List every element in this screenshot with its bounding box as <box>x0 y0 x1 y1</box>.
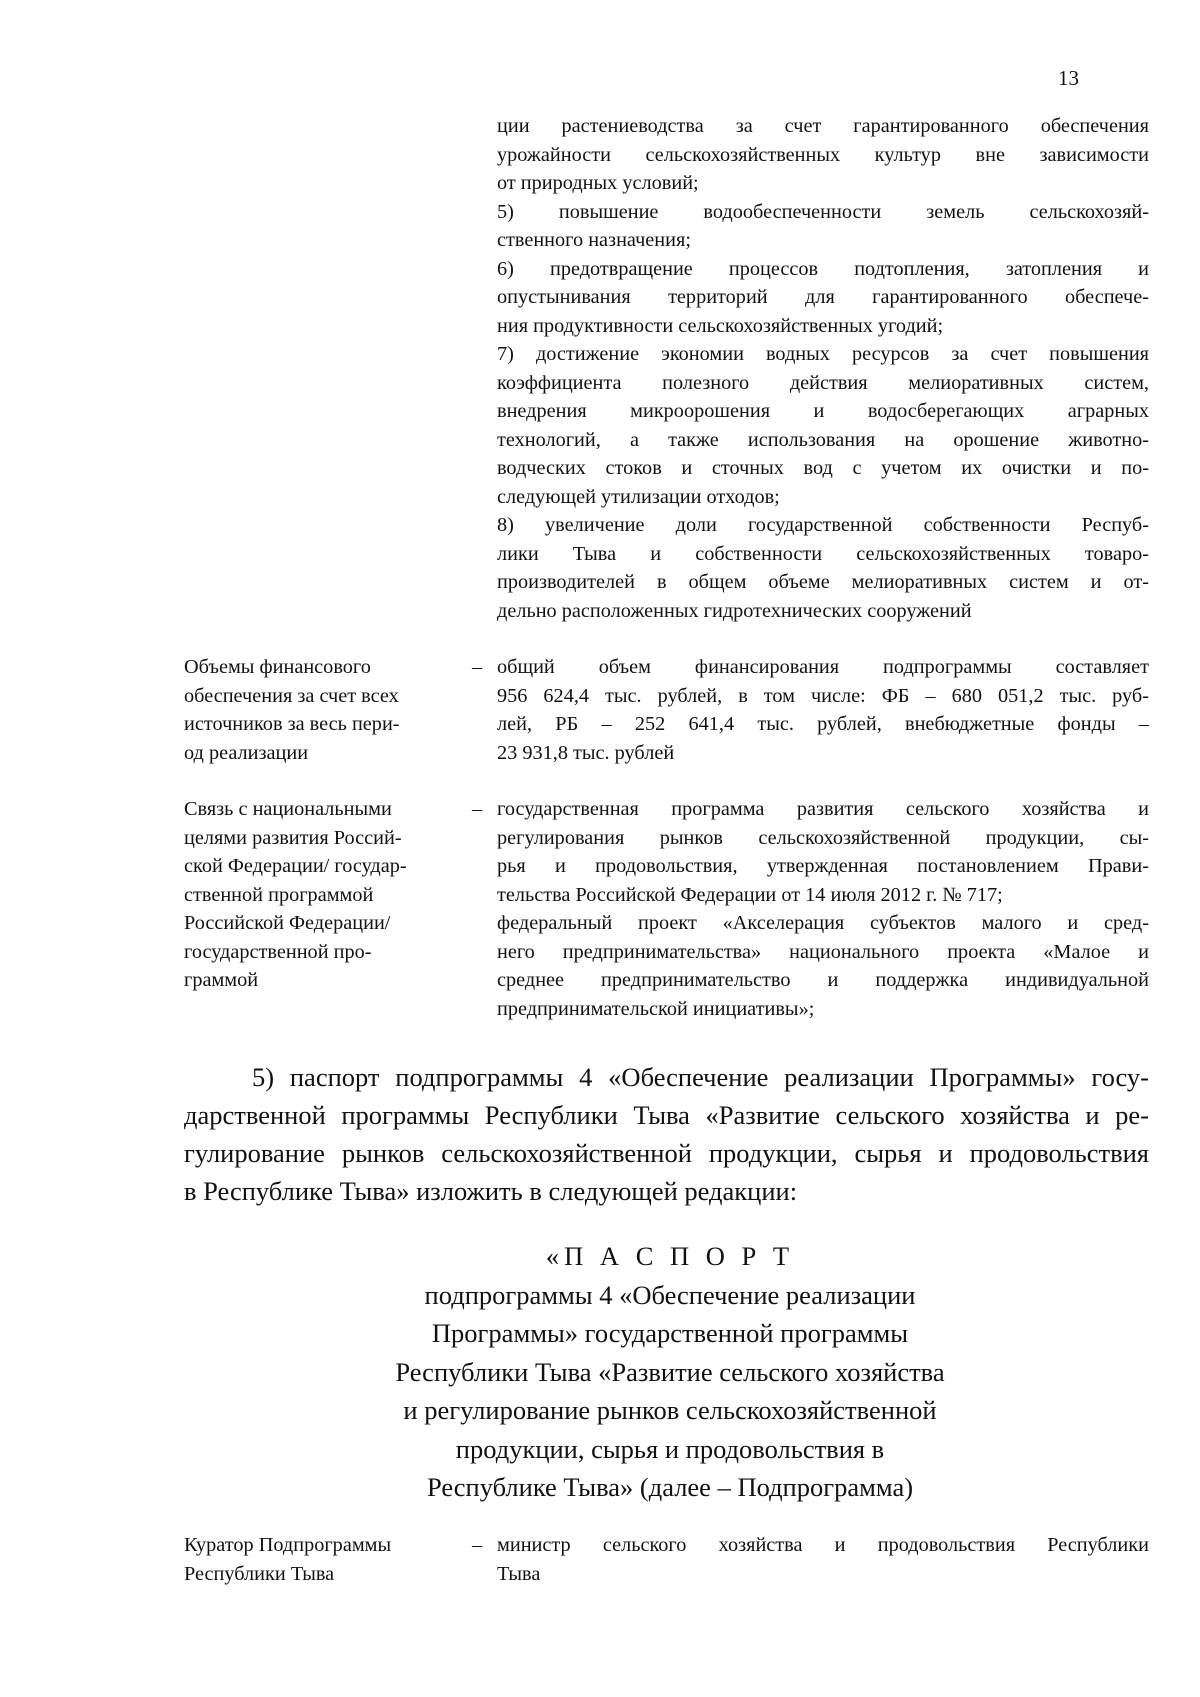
text-line: дельно расположенных гидротехнических сооружений <box>497 599 972 622</box>
text-line: ния продуктивности сельскохозяйственных угодий; <box>497 314 944 337</box>
row-label <box>184 795 464 995</box>
text-line: 7) достижение экономии водных ресурсов за счет повышения <box>497 343 1149 365</box>
row-value <box>497 653 1149 767</box>
title-line: Программы» государственной программы <box>431 1318 909 1348</box>
text-line: опустынивания территорий для гарантированного обеспече- <box>497 286 1149 308</box>
label-line: источников за весь пери- <box>184 713 400 735</box>
text-line: производителей в общем объеме мелиоративных систем и от- <box>497 571 1149 593</box>
value-line: лей, РБ – 252 641,4 тыс. рублей, внебюджетные фонды – <box>497 713 1149 735</box>
row-dash: – <box>472 798 483 820</box>
value-line: 23 931,8 тыс. рублей <box>497 741 675 764</box>
text-line: внедрения микроорошения и водосберегающих аграрных <box>497 400 1149 422</box>
label-line: од реализации <box>184 741 309 764</box>
text-line: технологий, а также использования на орошение животно- <box>497 428 1149 451</box>
text-line: 8) увеличение доли государственной собственности Респуб- <box>497 514 1149 536</box>
title-line: и регулирование рынков сельскохозяйственной <box>403 1395 937 1425</box>
label-line: Связь с национальными <box>184 798 392 820</box>
passport-row-curator <box>184 1531 1149 1589</box>
title-line: продукции, сырья и продовольствия в <box>455 1433 885 1464</box>
paragraph-line: дарственной программы Республики Тыва «Развитие сельского хозяйства и ре- <box>184 1100 1149 1130</box>
amendment-paragraph <box>184 1058 1149 1210</box>
row-dash: – <box>472 1534 483 1556</box>
value-line: общий объем финансирования подпрограммы составляет <box>497 656 1149 678</box>
label-line: целями развития Россий- <box>184 826 402 849</box>
value-line: среднее предпринимательство и поддержка индивидуальной <box>497 969 1149 991</box>
title-line: «П А С П О Р Т <box>545 1241 795 1271</box>
value-line: регулирования рынков сельскохозяйственной продукции, сы- <box>497 826 1149 849</box>
label-line: граммой <box>184 969 259 991</box>
passport-title <box>300 1237 1040 1507</box>
value-line: предпринимательской инициативы»; <box>497 997 815 1020</box>
value-line: 956 624,4 тыс. рублей, в том числе: ФБ – 680 051,2 тыс. руб- <box>497 684 1149 707</box>
value-line: тельства Российской Федерации от 14 июля 2012 г. № 717; <box>497 883 1003 906</box>
passport-row-financing <box>184 653 1149 767</box>
goals-continuation <box>497 112 1149 625</box>
row-label <box>184 653 464 767</box>
paragraph-line: 5) паспорт подпрограммы 4 «Обеспечение реализации Программы» госу- <box>252 1062 1149 1092</box>
text-line: 6) предотвращение процессов подтопления, затопления и <box>497 257 1149 280</box>
text-line: следующей утилизации отходов; <box>497 485 780 508</box>
title-line: подпрограммы 4 «Обеспечение реализации <box>424 1279 916 1310</box>
row-value <box>497 1531 1149 1588</box>
paragraph-line: гулирование рынков сельскохозяйственной продукции, сырья и продовольствия <box>184 1138 1149 1168</box>
text-line: от природных условий; <box>497 172 699 194</box>
value-line: государственная программа развития сельского хозяйства и <box>497 798 1149 820</box>
text-line: ственного назначения; <box>497 229 691 251</box>
passport-row-national-goals <box>184 795 1149 1023</box>
value-line: Тыва <box>497 1562 541 1585</box>
text-line: 5) повышение водообеспеченности земель сельскохозяй- <box>497 200 1149 223</box>
text-line: коэффициента полезного действия мелиоративных систем, <box>497 371 1149 394</box>
text-line: водческих стоков и сточных вод с учетом их очистки и по- <box>497 457 1149 479</box>
label-line: ственной программой <box>184 883 374 906</box>
label-line: Республики Тыва <box>184 1562 335 1585</box>
value-line: рья и продовольствия, утвержденная постановлением Прави- <box>497 855 1149 877</box>
row-value <box>497 795 1149 1023</box>
label-line: обеспечения за счет всех <box>184 684 399 707</box>
value-line: министр сельского хозяйства и продовольствия Республики <box>497 1534 1149 1556</box>
label-line: государственной про- <box>184 940 372 963</box>
title-line: Республике Тыва» (далее – Подпрограмма) <box>426 1472 914 1502</box>
text-line: урожайности сельскохозяйственных культур вне зависимости <box>497 143 1149 166</box>
label-line: Куратор Подпрограммы <box>184 1534 392 1556</box>
row-label <box>184 1531 464 1588</box>
title-line: Республики Тыва «Развитие сельского хозяйства <box>395 1356 945 1387</box>
text-line: лики Тыва и собственности сельскохозяйственных товаро- <box>497 542 1149 565</box>
row-dash: – <box>472 656 483 678</box>
label-line: ской Федерации/ государ- <box>184 855 407 877</box>
label-line: Российской Федерации/ <box>184 912 391 934</box>
value-line: него предпринимательства» национального проекта «Малое и <box>497 940 1149 963</box>
value-line: федеральный проект «Акселерация субъектов малого и сред- <box>497 912 1149 934</box>
text-line: ции растениеводства за счет гарантированного обеспечения <box>497 115 1149 137</box>
page-number: 13 <box>1058 66 1079 90</box>
paragraph-line: в Республике Тыва» изложить в следующей редакции: <box>184 1176 798 1206</box>
label-line: Объемы финансового <box>184 656 371 678</box>
